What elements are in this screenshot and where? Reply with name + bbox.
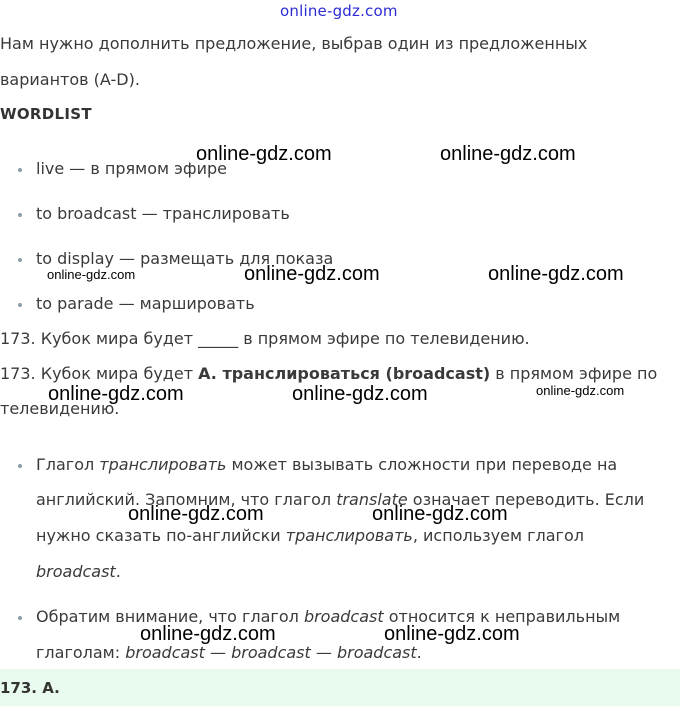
- text-span: относится к неправильным: [383, 607, 621, 626]
- watermark: online-gdz.com: [372, 503, 508, 525]
- wordlist-item: to display — размещать для показа: [36, 249, 334, 268]
- text-span: означает переводить. Если: [407, 490, 645, 509]
- watermark: online-gdz.com: [128, 503, 264, 525]
- watermark: online-gdz.com: [244, 263, 380, 285]
- watermark: online-gdz.com: [47, 267, 136, 282]
- wordlist-item: live — в прямом эфире: [36, 159, 228, 178]
- italic-term: транслировать: [99, 455, 227, 474]
- text-span: .: [115, 562, 121, 581]
- watermark: online-gdz.com: [488, 263, 624, 285]
- watermark-top: online-gdz.com: [280, 2, 398, 20]
- watermark: online-gdz.com: [440, 143, 576, 165]
- answer-sentence-line-1: [0, 364, 657, 383]
- text-span: Обратим внимание, что глагол: [36, 607, 304, 626]
- intro-line-2: вариантов (A-D).: [0, 70, 140, 89]
- answer-sentence-suffix: в прямом эфире по: [490, 364, 658, 383]
- italic-term: broadcast: [36, 562, 116, 581]
- bullet-dot: [18, 464, 22, 468]
- watermark: online-gdz.com: [48, 383, 184, 405]
- text-span: глаголам:: [36, 643, 126, 662]
- wordlist-item: to parade — маршировать: [36, 294, 255, 313]
- watermark: online-gdz.com: [140, 623, 276, 645]
- bullet-dot: [18, 213, 22, 217]
- text-span: английский. Запомним, что глагол: [36, 490, 337, 509]
- bullet-dot: [18, 616, 22, 620]
- italic-term: translate: [336, 490, 408, 509]
- italic-term: broadcast: [303, 607, 384, 626]
- explanation-2-line-1: [36, 607, 620, 626]
- answer-sentence-bold: A. транслироваться (broadcast): [198, 364, 491, 383]
- italic-term: broadcast — broadcast — broadcast: [125, 643, 417, 662]
- explanation-1-line-1: [36, 455, 617, 474]
- bullet-dot: [18, 168, 22, 172]
- italic-term: транслировать: [285, 526, 413, 545]
- text-span: Глагол: [36, 455, 100, 474]
- watermark: online-gdz.com: [292, 383, 428, 405]
- bullet-dot: [18, 303, 22, 307]
- wordlist-heading: WORDLIST: [0, 105, 92, 123]
- answer-sentence-line-2: телевидению.: [0, 399, 120, 418]
- answer-bar: [0, 669, 680, 706]
- text-span: .: [416, 643, 422, 662]
- bullet-dot: [18, 258, 22, 262]
- text-span: , используем глагол: [412, 526, 584, 545]
- explanation-1-line-3: [36, 526, 584, 545]
- question-text: 173. Кубок мира будет _____ в прямом эфире по телевидению.: [0, 329, 530, 348]
- explanation-1-line-4: [36, 562, 121, 581]
- wordlist-item: to broadcast — транслировать: [36, 204, 290, 223]
- text-span: нужно сказать по-английски: [36, 526, 286, 545]
- text-span: может вызывать сложности при переводе на: [226, 455, 618, 474]
- watermark: online-gdz.com: [536, 383, 625, 398]
- watermark: online-gdz.com: [384, 623, 520, 645]
- answer-sentence-prefix: 173. Кубок мира будет: [0, 364, 199, 383]
- watermark: online-gdz.com: [196, 143, 332, 165]
- final-answer: 173. A.: [0, 679, 60, 697]
- intro-line-1: Нам нужно дополнить предложение, выбрав один из предложенных: [0, 34, 588, 53]
